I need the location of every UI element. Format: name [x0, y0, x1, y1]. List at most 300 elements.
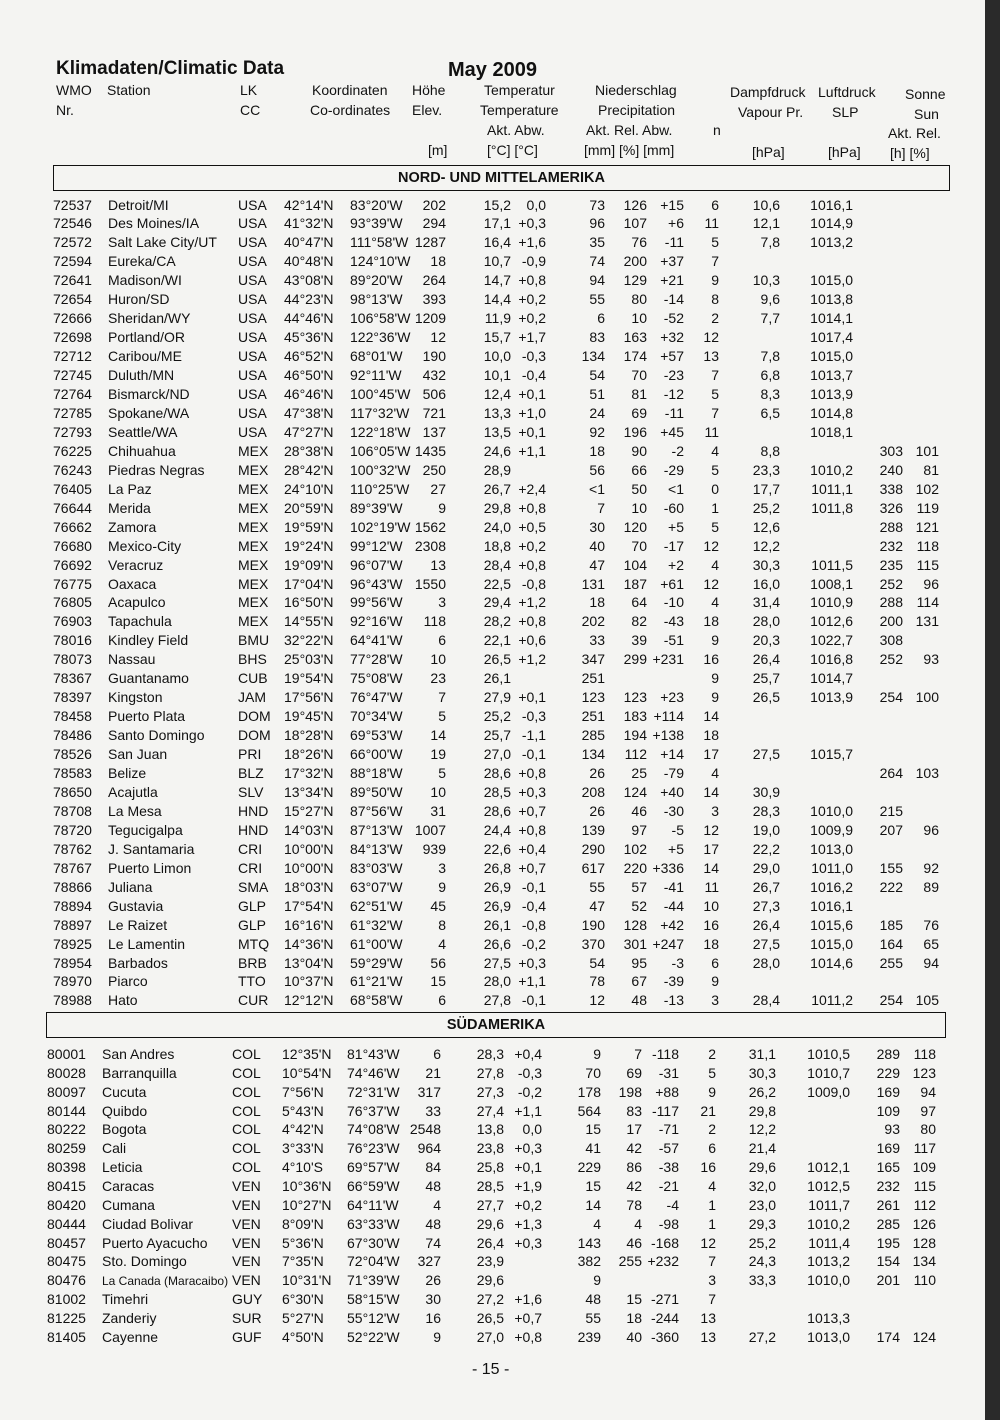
temp-mean: 29,4	[483, 594, 511, 611]
longitude: 62°51'W	[350, 897, 403, 914]
elevation: 10	[430, 651, 446, 668]
precip-deviation: +336	[652, 859, 684, 876]
temp-mean: 26,9	[483, 897, 511, 914]
precip-amount: 74	[589, 253, 605, 270]
longitude: 96°07'W	[350, 556, 403, 573]
table-row	[0, 1121, 985, 1140]
table-row	[0, 973, 985, 992]
wmo-number: 80222	[47, 1121, 86, 1138]
precip-amount: 26	[589, 802, 605, 819]
temp-deviation: +0,3	[518, 954, 546, 971]
country-code: CRI	[238, 840, 263, 857]
temp-deviation: +0,7	[518, 802, 546, 819]
elevation: 48	[425, 1177, 441, 1194]
elevation: 9	[433, 1328, 441, 1345]
sea-level-pressure: 1015,0	[810, 935, 853, 952]
precip-deviation: +15	[660, 196, 684, 213]
latitude: 13°04'N	[284, 954, 334, 971]
temp-deviation: -0,9	[521, 253, 546, 270]
sea-level-pressure: 1011,5	[811, 556, 853, 573]
vapour-pressure: 29,8	[748, 1102, 776, 1119]
sea-level-pressure: 1010,9	[810, 594, 853, 611]
vapour-pressure: 28,4	[752, 992, 780, 1009]
table-row	[0, 576, 985, 595]
station-name: J. Santamaria	[108, 840, 195, 857]
temp-mean: 24,6	[483, 442, 511, 459]
header-lk: LK	[240, 82, 258, 98]
precip-days: 12	[703, 821, 719, 838]
country-code: MEX	[238, 518, 269, 535]
temp-mean: 27,9	[483, 689, 511, 706]
sunshine-relative: 112	[913, 1196, 936, 1213]
vapour-pressure: 19,0	[752, 821, 780, 838]
precip-deviation: -79	[663, 765, 684, 781]
latitude: 40°47'N	[284, 234, 334, 251]
longitude: 63°07'W	[350, 878, 403, 895]
temp-mean: 26,4	[476, 1234, 504, 1251]
longitude: 76°23'W	[347, 1140, 400, 1157]
precip-amount: 24	[589, 404, 605, 421]
elevation: 3	[438, 859, 446, 876]
precip-days: 16	[703, 651, 719, 668]
station-name: Des Moines/IA	[108, 215, 200, 232]
sea-level-pressure: 1010,0	[807, 1272, 850, 1289]
sea-level-pressure: 1012,5	[807, 1177, 850, 1194]
wmo-number: 80097	[47, 1083, 86, 1100]
elevation: 3	[438, 594, 446, 611]
vapour-pressure: 25,7	[752, 670, 780, 687]
temp-mean: 28,5	[476, 1177, 504, 1194]
precip-days: 16	[700, 1159, 716, 1176]
table-row	[0, 215, 985, 234]
precip-relative: 10	[631, 499, 647, 516]
country-code: BLZ	[238, 765, 264, 781]
longitude: 92°16'W	[350, 613, 403, 630]
precip-days: 0	[711, 480, 719, 497]
sunshine-hours: 254	[879, 992, 903, 1009]
precip-relative: 25	[631, 765, 647, 781]
wmo-number: 80420	[47, 1196, 86, 1213]
wmo-number: 72641	[53, 272, 92, 289]
longitude: 66°59'W	[347, 1177, 400, 1194]
sunshine-relative: 115	[913, 1177, 936, 1194]
temp-deviation: +0,3	[514, 1140, 542, 1157]
longitude: 111°58'W	[350, 234, 409, 251]
wmo-number: 80415	[47, 1177, 86, 1194]
country-code: COL	[232, 1083, 261, 1100]
station-name: Belize	[108, 765, 147, 781]
table-row	[0, 765, 985, 784]
precip-amount: 55	[589, 878, 605, 895]
vapour-pressure: 12,2	[752, 537, 780, 554]
longitude: 72°04'W	[347, 1253, 400, 1270]
header-sun-akt-rel: Akt. Rel.	[888, 125, 941, 141]
precip-days: 7	[711, 367, 719, 384]
temp-deviation: +1,6	[514, 1291, 542, 1308]
sea-level-pressure: 1014,8	[810, 404, 853, 421]
sunshine-relative: 128	[912, 1234, 936, 1251]
elevation: 4	[433, 1196, 441, 1213]
precip-amount: 15	[585, 1177, 601, 1194]
temp-mean: 24,4	[483, 821, 511, 838]
precip-deviation: +6	[668, 215, 684, 232]
wmo-number: 78988	[53, 992, 92, 1009]
precip-days: 5	[708, 1064, 716, 1081]
table-row	[0, 443, 985, 462]
country-code: MEX	[238, 442, 269, 459]
sea-level-pressure: 1016,8	[810, 651, 853, 668]
country-code: HND	[238, 802, 269, 819]
elevation: 9	[438, 878, 446, 895]
sunshine-relative: 118	[913, 1046, 936, 1062]
sunshine-relative: 97	[920, 1102, 936, 1119]
station-name: Portland/OR	[108, 329, 186, 346]
temp-mean: 27,8	[476, 1064, 504, 1081]
table-row	[0, 594, 985, 613]
station-name: Kingston	[108, 689, 163, 706]
header-koordinaten: Koordinaten	[312, 82, 388, 98]
sunshine-relative: 126	[912, 1215, 936, 1232]
precip-deviation: -57	[658, 1140, 679, 1157]
country-code: MEX	[238, 537, 269, 554]
vapour-pressure: 24,3	[748, 1253, 776, 1270]
table-row	[0, 424, 985, 443]
latitude: 10°37'N	[284, 973, 334, 990]
precip-amount: 92	[589, 423, 605, 440]
temp-mean: 26,7	[483, 480, 511, 497]
precip-amount: 6	[597, 310, 605, 327]
table-row	[0, 1235, 985, 1254]
temp-mean: 27,2	[476, 1291, 504, 1308]
sunshine-relative: 123	[912, 1064, 936, 1081]
country-code: GUY	[232, 1291, 263, 1308]
precip-days: 21	[700, 1102, 716, 1119]
country-code: USA	[238, 423, 267, 440]
temp-deviation: 0,0	[522, 1121, 542, 1138]
precip-days: 6	[711, 196, 719, 213]
station-name: Puerto Ayacucho	[102, 1234, 208, 1251]
sunshine-relative: 119	[916, 499, 939, 516]
table-row	[0, 500, 985, 519]
temp-mean: 12,4	[483, 386, 511, 402]
station-name: Juliana	[108, 878, 153, 895]
precip-relative: 124	[623, 783, 647, 800]
temp-deviation: +1,9	[514, 1177, 542, 1194]
precip-days: 9	[711, 670, 719, 687]
sea-level-pressure: 1011,7	[808, 1196, 850, 1213]
longitude: 100°32'W	[350, 461, 411, 478]
sunshine-hours: 169	[876, 1083, 900, 1100]
wmo-number: 78397	[53, 689, 92, 706]
longitude: 76°47'W	[350, 689, 403, 706]
sunshine-hours: 252	[879, 575, 903, 592]
elevation: 21	[425, 1064, 441, 1081]
temp-deviation: +1,0	[518, 404, 546, 421]
sunshine-hours: 155	[879, 859, 903, 876]
elevation: 8	[438, 916, 446, 933]
country-code: VEN	[232, 1253, 261, 1270]
temp-deviation: +0,5	[518, 518, 546, 535]
precip-relative: 123	[623, 689, 647, 706]
precip-relative: 7	[634, 1046, 642, 1062]
table-row	[0, 784, 985, 803]
latitude: 44°46'N	[284, 310, 334, 327]
wmo-number: 78486	[53, 727, 92, 744]
precip-amount: 143	[577, 1234, 601, 1251]
elevation: 74	[425, 1234, 441, 1251]
precip-deviation: -71	[658, 1121, 679, 1138]
temp-deviation: +0,3	[518, 783, 546, 800]
vapour-pressure: 25,2	[748, 1234, 776, 1251]
precip-amount: 48	[585, 1291, 601, 1308]
sunshine-relative: 115	[916, 556, 939, 573]
precip-deviation: -360	[650, 1328, 679, 1345]
precip-amount: 54	[589, 367, 605, 384]
elevation: 327	[417, 1253, 441, 1270]
sunshine-hours: 207	[879, 821, 903, 838]
vapour-pressure: 27,2	[748, 1328, 776, 1345]
sea-level-pressure: 1015,7	[810, 746, 853, 763]
table-row	[0, 1291, 985, 1310]
temp-deviation: -0,3	[521, 348, 546, 365]
precip-relative: 174	[623, 348, 647, 365]
header-vapour-unit: [hPa]	[752, 144, 785, 160]
station-name: Acapulco	[108, 594, 166, 611]
country-code: MEX	[238, 461, 269, 478]
precip-amount: 202	[581, 613, 605, 630]
temp-mean: 22,1	[483, 632, 511, 649]
sunshine-hours: 308	[879, 632, 903, 649]
wmo-number: 76662	[53, 518, 92, 535]
wmo-number: 78762	[53, 840, 92, 857]
temp-deviation: +0,4	[514, 1046, 542, 1062]
elevation: 26	[425, 1272, 441, 1289]
longitude: 52°22'W	[347, 1328, 400, 1345]
precip-days: 12	[700, 1234, 716, 1251]
precip-days: 4	[711, 442, 719, 459]
elevation: 33	[425, 1102, 441, 1119]
country-code: USA	[238, 234, 267, 251]
header-temp-units: [°C] [°C]	[487, 142, 538, 158]
table-row	[0, 329, 985, 348]
precip-relative: 69	[626, 1064, 642, 1081]
precip-amount: 56	[589, 461, 605, 478]
precip-relative: 50	[631, 480, 647, 497]
temp-deviation: +0,1	[518, 386, 546, 402]
station-name: Salt Lake City/UT	[108, 234, 217, 251]
wmo-number: 80144	[47, 1102, 86, 1119]
precip-amount: 33	[589, 632, 605, 649]
temp-deviation: 0,0	[526, 196, 546, 213]
table-row	[0, 197, 985, 216]
temp-deviation: +0,7	[514, 1309, 542, 1326]
precip-deviation: -14	[663, 291, 684, 308]
precip-days: 5	[711, 461, 719, 478]
sunshine-hours: 240	[879, 461, 903, 478]
header-precipitation: Precipitation	[598, 102, 676, 118]
station-name: Chihuahua	[108, 442, 176, 459]
latitude: 4°50'N	[282, 1328, 324, 1345]
vapour-pressure: 29,0	[752, 859, 780, 876]
station-name: Quibdo	[102, 1102, 148, 1119]
sea-level-pressure: 1014,6	[810, 954, 853, 971]
precip-deviation: -168	[650, 1234, 679, 1251]
sunshine-hours: 201	[876, 1272, 900, 1289]
table-row	[0, 898, 985, 917]
precip-days: 6	[708, 1140, 716, 1157]
precip-amount: 55	[585, 1309, 601, 1326]
elevation: 2308	[414, 537, 446, 554]
precip-days: 1	[711, 499, 719, 516]
temp-mean: 25,8	[476, 1159, 504, 1176]
precip-amount: 123	[581, 689, 605, 706]
temp-deviation: +0,2	[518, 310, 546, 327]
latitude: 19°59'N	[284, 518, 334, 535]
country-code: VEN	[232, 1215, 261, 1232]
country-code: USA	[238, 253, 267, 270]
elevation: 1435	[414, 442, 446, 459]
precip-amount: 18	[589, 442, 605, 459]
vapour-pressure: 9,6	[760, 291, 780, 308]
longitude: 67°30'W	[347, 1234, 400, 1251]
sea-level-pressure: 1015,6	[810, 916, 853, 933]
sunshine-relative: 89	[923, 878, 939, 895]
precip-deviation: +138	[652, 727, 684, 744]
sunshine-relative: 65	[923, 935, 939, 952]
table-row	[0, 632, 985, 651]
precip-amount: 35	[589, 234, 605, 251]
precip-relative: 18	[626, 1309, 642, 1326]
header-nr: Nr.	[56, 102, 74, 118]
wmo-number: 80457	[47, 1234, 86, 1251]
table-row	[0, 367, 985, 386]
precip-deviation: -23	[663, 367, 684, 384]
latitude: 10°54'N	[282, 1064, 332, 1081]
vapour-pressure: 27,3	[752, 897, 780, 914]
temp-deviation: +0,8	[518, 821, 546, 838]
sunshine-relative: 81	[923, 461, 939, 478]
header-prec-units: [mm] [%] [mm]	[584, 142, 675, 158]
wmo-number: 76680	[53, 537, 92, 554]
longitude: 117°32'W	[350, 404, 410, 421]
precip-relative: 86	[626, 1159, 642, 1176]
precip-relative: 97	[631, 821, 647, 838]
temp-mean: 16,4	[483, 234, 511, 251]
precip-relative: 40	[626, 1328, 642, 1345]
temp-deviation: +0,8	[514, 1328, 542, 1345]
sea-level-pressure: 1015,0	[810, 348, 853, 365]
temp-deviation: +1,2	[518, 651, 546, 668]
longitude: 89°50'W	[350, 783, 403, 800]
vapour-pressure: 12,6	[752, 518, 780, 535]
vapour-pressure: 20,3	[752, 632, 780, 649]
latitude: 17°04'N	[284, 575, 334, 592]
elevation: 1562	[414, 518, 446, 535]
table-row	[0, 822, 985, 841]
elevation: 964	[417, 1140, 441, 1157]
station-name: Eureka/CA	[108, 253, 176, 270]
sea-level-pressure: 1022,7	[810, 632, 853, 649]
temp-mean: 27,0	[483, 746, 511, 763]
vapour-pressure: 26,4	[752, 916, 780, 933]
longitude: 92°11'W	[350, 367, 402, 384]
sea-level-pressure: 1008,1	[810, 575, 853, 592]
country-code: JAM	[238, 689, 266, 706]
elevation: 18	[430, 253, 446, 270]
elevation: 9	[438, 499, 446, 516]
country-code: USA	[238, 367, 267, 384]
precip-relative: 187	[623, 575, 647, 592]
elevation: 137	[422, 423, 446, 440]
precip-deviation: -5	[671, 821, 684, 838]
temp-deviation: -0,1	[521, 878, 546, 895]
precip-amount: 290	[581, 840, 605, 857]
sunshine-relative: 117	[913, 1140, 936, 1157]
country-code: BHS	[238, 651, 267, 668]
precip-amount: 51	[589, 386, 605, 402]
station-name: Sto. Domingo	[102, 1253, 187, 1270]
sunshine-hours: 109	[876, 1102, 900, 1119]
vapour-pressure: 31,4	[752, 594, 780, 611]
precip-relative: 80	[631, 291, 647, 308]
header-prec-akt-rel-abw: Akt. Rel. Abw.	[586, 122, 673, 138]
latitude: 19°09'N	[284, 556, 334, 573]
sea-level-pressure: 1013,3	[807, 1309, 850, 1326]
precip-deviation: -11	[664, 234, 684, 251]
temp-mean: 15,2	[483, 196, 511, 213]
sea-level-pressure: 1010,2	[810, 461, 853, 478]
precip-amount: 208	[581, 783, 605, 800]
station-name: Huron/SD	[108, 291, 170, 308]
sunshine-relative: 102	[915, 480, 939, 497]
temp-mean: 27,3	[476, 1083, 504, 1100]
longitude: 99°12'W	[350, 537, 403, 554]
precip-amount: 347	[581, 651, 605, 668]
elevation: 5	[438, 765, 446, 781]
elevation: 1007	[414, 821, 446, 838]
temp-deviation: -0,3	[521, 708, 546, 725]
temp-deviation: -0,4	[521, 897, 546, 914]
station-name: Madison/WI	[108, 272, 182, 289]
longitude: 69°53'W	[350, 727, 403, 744]
precip-deviation: -118	[652, 1046, 679, 1062]
station-name: Oaxaca	[108, 575, 157, 592]
latitude: 46°46'N	[284, 386, 334, 402]
precip-amount: 190	[581, 916, 605, 933]
country-code: MEX	[238, 499, 269, 516]
temp-deviation: +1,3	[514, 1215, 542, 1232]
precip-relative: 69	[631, 404, 647, 421]
precip-deviation: +32	[660, 329, 684, 346]
latitude: 12°35'N	[282, 1046, 332, 1062]
precip-deviation: +37	[660, 253, 684, 270]
vapour-pressure: 33,3	[748, 1272, 776, 1289]
elevation: 506	[422, 386, 446, 402]
header-coordinates: Co-ordinates	[310, 102, 391, 118]
elevation: 45	[430, 897, 446, 914]
latitude: 46°50'N	[284, 367, 334, 384]
sea-level-pressure: 1010,0	[810, 802, 853, 819]
temp-deviation: +0,4	[518, 840, 546, 857]
precip-deviation: -51	[663, 632, 684, 649]
latitude: 14°36'N	[284, 935, 334, 952]
table-row	[0, 1216, 985, 1235]
elevation: 202	[422, 196, 446, 213]
elevation: 721	[422, 404, 446, 421]
precip-deviation: -21	[658, 1177, 679, 1194]
wmo-number: 78894	[53, 897, 92, 914]
longitude: 64°11'W	[347, 1196, 399, 1213]
